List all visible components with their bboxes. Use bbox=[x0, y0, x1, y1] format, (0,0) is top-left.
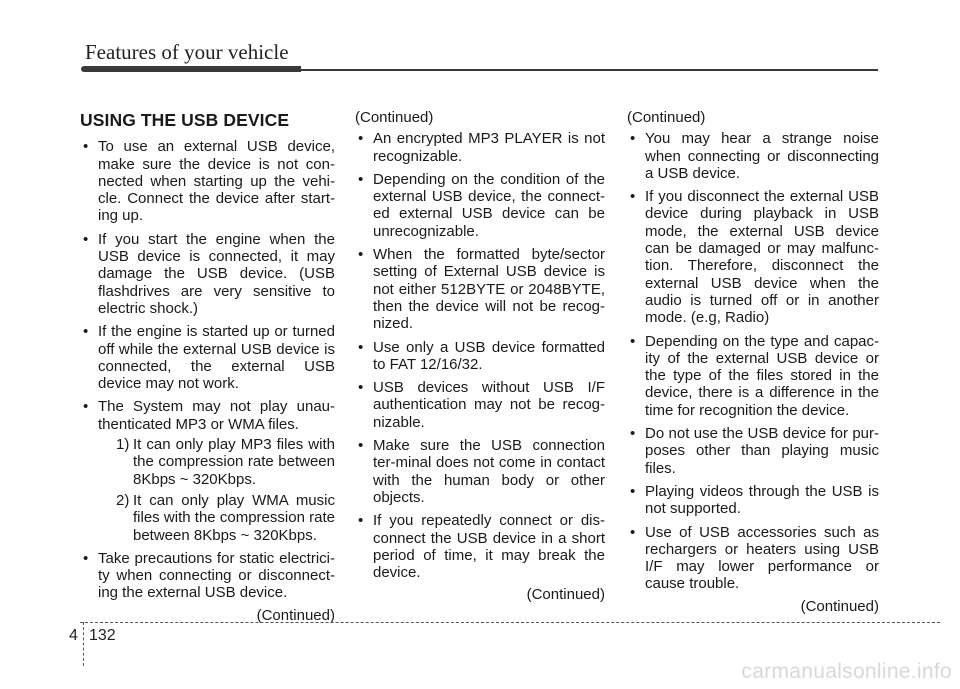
list-item: • Depending on the condition of the external USB device, the connect-ed external USB device can be unrecognizable. bbox=[355, 171, 605, 240]
continued-label: (Continued) bbox=[526, 586, 605, 604]
list-item bbox=[80, 398, 335, 543]
list-item: • USB devices without USB I/F authentication may not be recog-nizable. bbox=[355, 379, 605, 431]
list-item: • If you disconnect the external USB device during playback in USB mode, the external USB device can be damaged or may malfunc-tion. Therefore, disconnect the external USB device when the audio is turned off or in another mode. (e.g, Radio) bbox=[627, 188, 879, 326]
list-item: • When the formatted byte/sector setting of External USB device is not either 512BYTE or 2048BYTE, then the device will not be recog-nized. bbox=[355, 246, 605, 332]
list-item: • Make sure the USB connection ter-minal does not come in contact with the human body or other objects. bbox=[355, 437, 605, 506]
column-3 bbox=[627, 109, 879, 615]
list-item: • You may hear a strange noise when connecting or disconnecting a USB device. bbox=[627, 130, 879, 182]
sub-list-text: It can only play MP3 files with the compression rate between 8Kbps ~ 320Kbps. bbox=[133, 436, 335, 488]
list-item: • Use only a USB device formatted to FAT 12/16/32. bbox=[355, 339, 605, 374]
footer-divider bbox=[83, 622, 84, 666]
sub-list bbox=[98, 436, 335, 544]
list-item: • Depending on the type and capac-ity of the external USB device or the type of the files stored in the device, there is a difference in the time for recognition the device. bbox=[627, 333, 879, 419]
list-item: • Use of USB accessories such as rechargers or heaters using USB I/F may lower performance or cause trouble. bbox=[627, 524, 879, 593]
watermark: carmanualsonline.info bbox=[741, 660, 952, 683]
continued-label-top: (Continued) bbox=[627, 109, 706, 126]
column-1 bbox=[80, 109, 335, 624]
list-item: • To use an external USB device, make sure the device is not con-nected when starting up the vehi-cle. Connect the device after start-ing up. bbox=[80, 138, 335, 224]
list-item-text: The System may not play unau-thenticated MP3 or WMA files. bbox=[98, 398, 335, 433]
continued-label: (Continued) bbox=[800, 597, 879, 615]
bullet-list bbox=[627, 130, 879, 592]
list-item: • If you repeatedly connect or dis-connect the USB device in a short period of time, it may break the device. bbox=[355, 512, 605, 581]
header-rule-thin bbox=[298, 69, 878, 71]
header-rule-thick bbox=[81, 66, 301, 72]
continued-label-top: (Continued) bbox=[355, 109, 434, 126]
list-item: • Do not use the USB device for pur-poses other than playing music files. bbox=[627, 425, 879, 477]
page-header-title: Features of your vehicle bbox=[85, 40, 289, 64]
footer-rule bbox=[80, 622, 940, 623]
list-item: • Playing videos through the USB is not supported. bbox=[627, 483, 879, 518]
list-item: • If you start the engine when the USB device is connected, it may damage the USB device. (USB flashdrives are very sensitive to electric shock.) bbox=[80, 231, 335, 317]
section-heading: USING THE USB DEVICE bbox=[80, 110, 290, 130]
bullet-list bbox=[355, 130, 605, 581]
sub-list-item bbox=[98, 492, 335, 544]
bullet-list bbox=[80, 138, 335, 601]
sub-list-text: It can only play WMA music files with the compression rate between 8Kbps ~ 320Kbps. bbox=[133, 491, 335, 544]
continued-label: (Continued) bbox=[256, 606, 335, 624]
page-number: 132 bbox=[89, 627, 116, 644]
sub-list-item bbox=[98, 436, 335, 488]
sub-list-number: 2) bbox=[116, 491, 130, 509]
list-item: • Take precautions for static electrici-ty when connecting or disconnect-ing the external USB device. bbox=[80, 550, 335, 602]
list-item: • If the engine is started up or turned off while the external USB device is connected, the external USB device may not work. bbox=[80, 323, 335, 392]
chapter-number: 4 bbox=[69, 627, 78, 644]
column-2 bbox=[355, 109, 605, 604]
list-item: • An encrypted MP3 PLAYER is not recognizable. bbox=[355, 130, 605, 165]
sub-list-number: 1) bbox=[116, 436, 130, 454]
